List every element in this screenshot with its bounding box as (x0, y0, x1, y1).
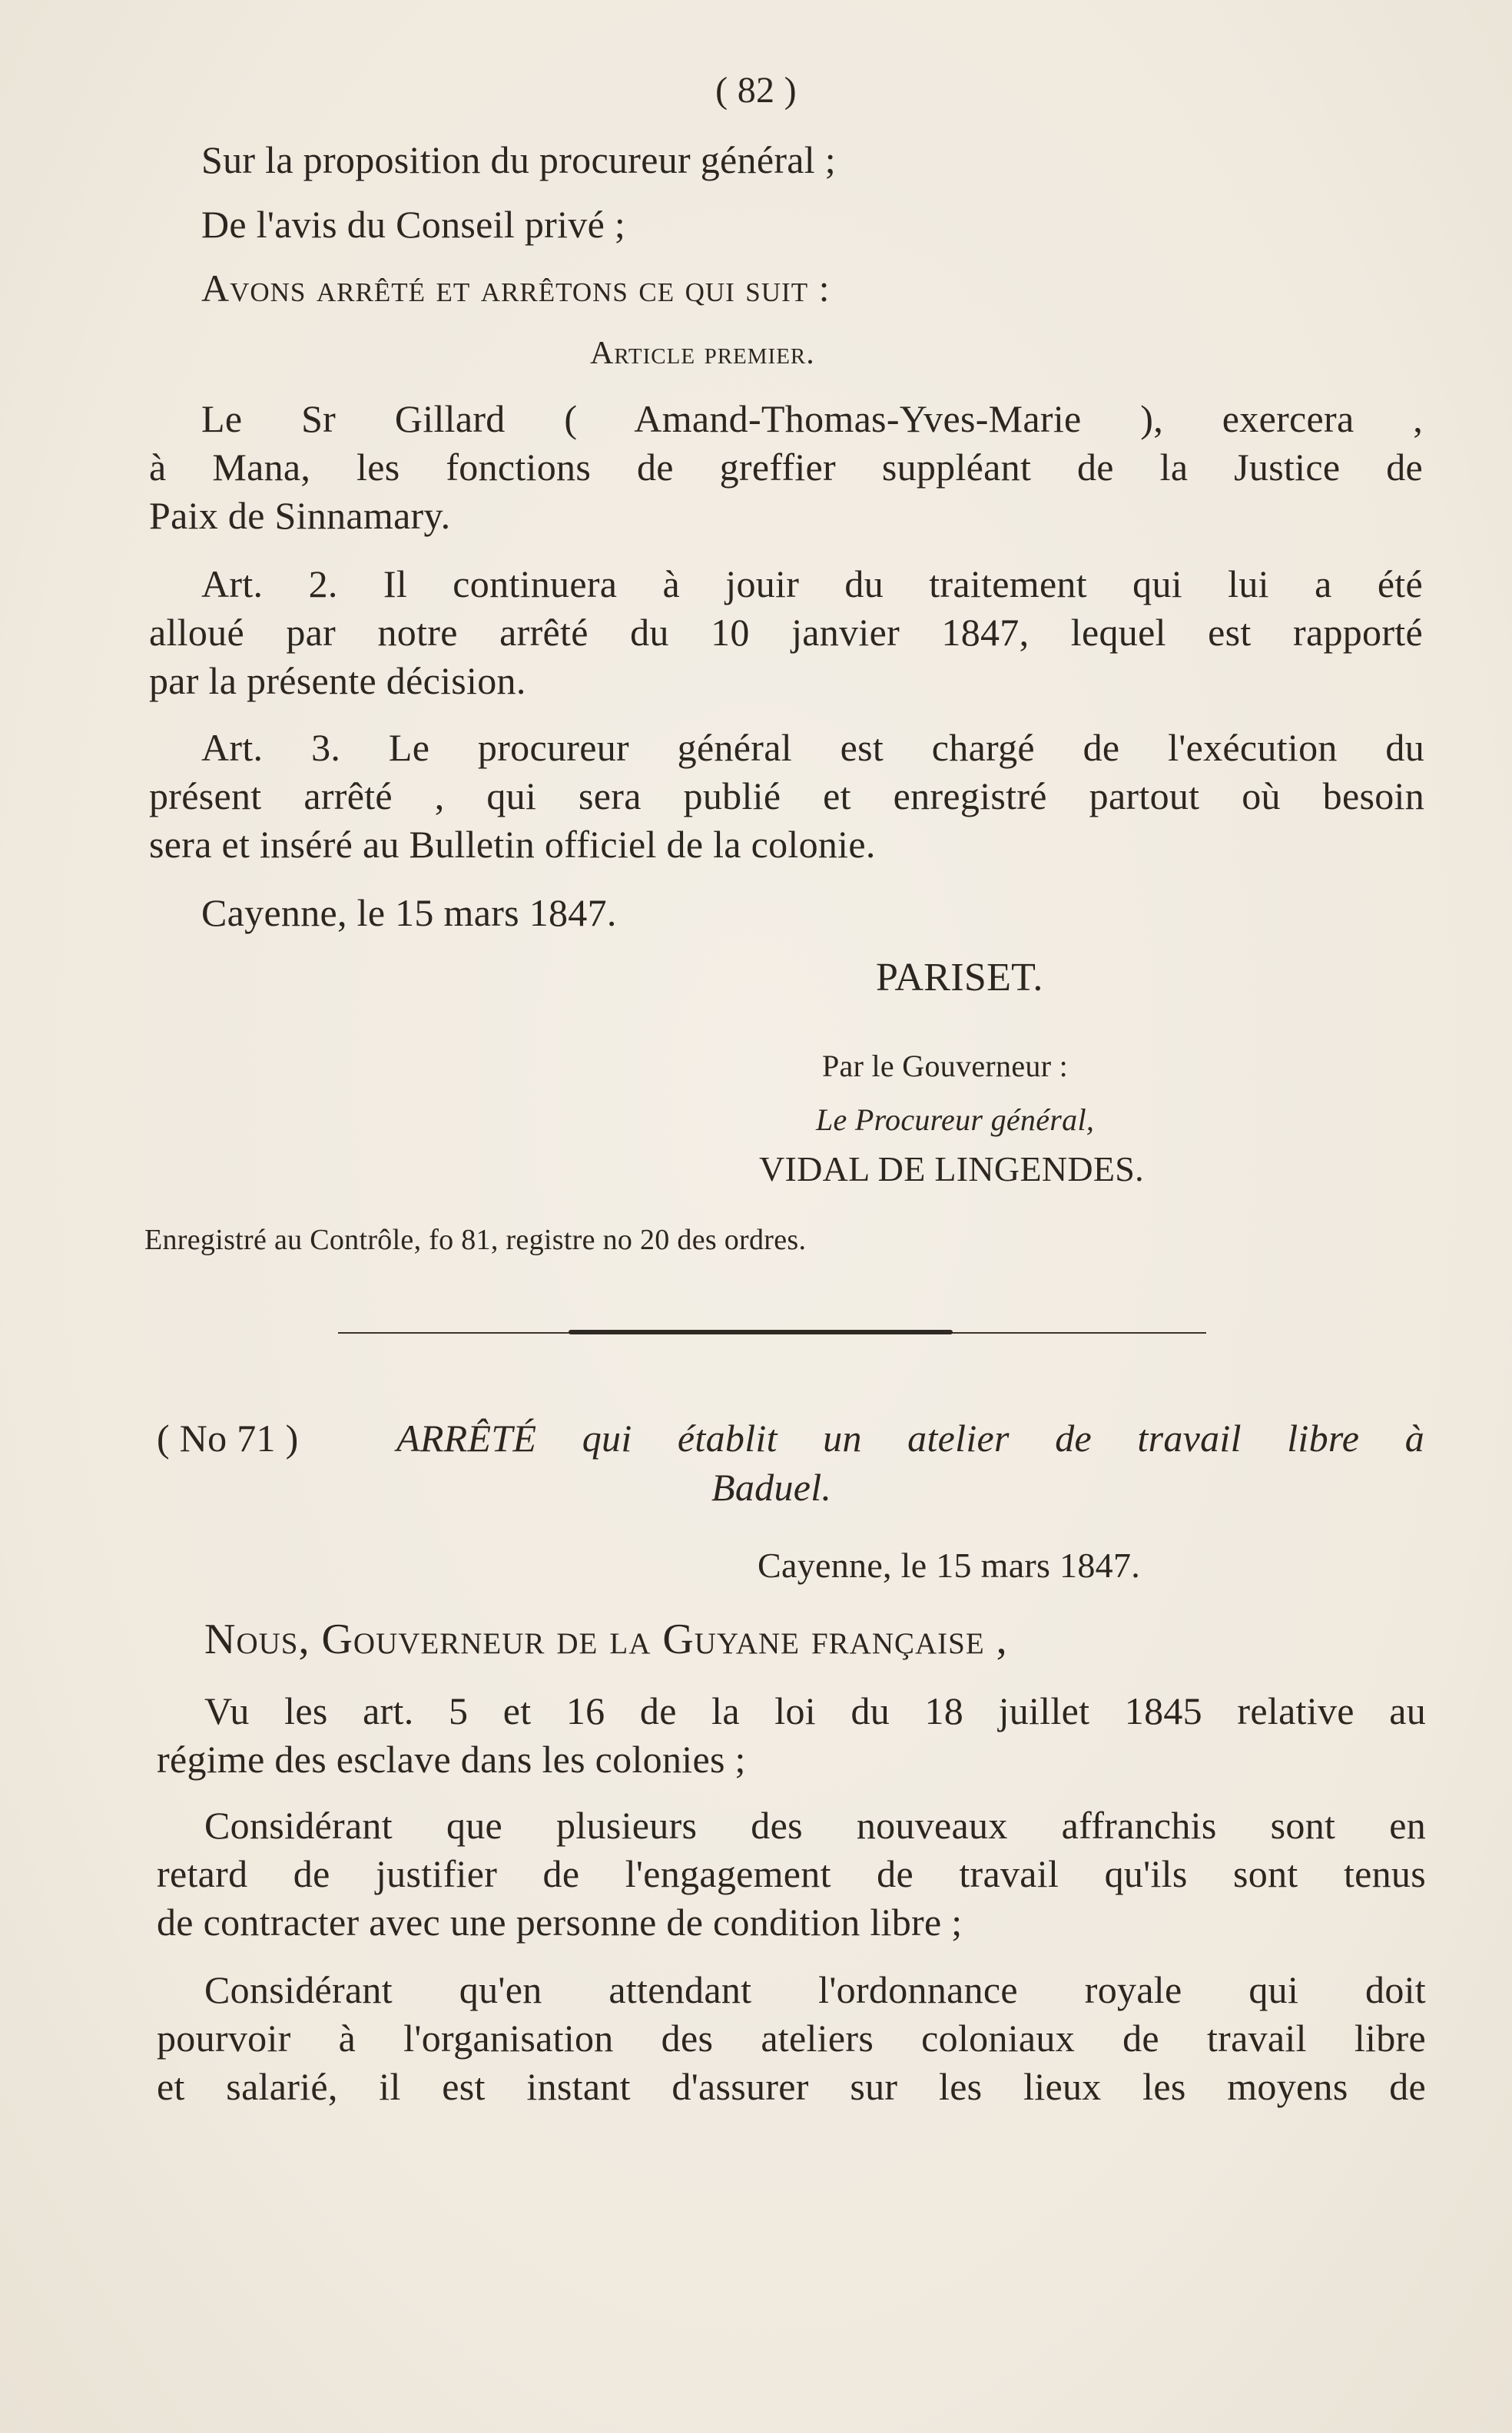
article3-line1: Art. 3. Le procureur général est chargé de l'exécution du (201, 726, 1424, 769)
article2-line3: par la présente décision. (149, 659, 526, 702)
article3-line2: présent arrêté , qui sera publié et enregistré partout où besoin (149, 774, 1424, 817)
le-procureur-general: Le Procureur général, (816, 1102, 1095, 1137)
considerant1-line2: retard de justifier de l'engagement de travail qu'ils sont tenus (157, 1852, 1426, 1895)
lower-date: Cayenne, le 15 mars 1847. (758, 1546, 1141, 1585)
avis-line: De l'avis du Conseil privé ; (201, 203, 626, 246)
enregistre-line: Enregistré au Contrôle, fo 81, registre no 20 des ordres. (144, 1224, 807, 1256)
nous-gouverneur (204, 1616, 1008, 1662)
considerant1-line1: Considérant que plusieurs des nouveaux affranchis sont en (204, 1804, 1426, 1847)
nous-gouverneur-text: Nous, Gouverneur de la Guyane française , (204, 1616, 1008, 1663)
article3-line3: sera et inséré au Bulletin officiel de la colonie. (149, 823, 876, 866)
considerant2-line2: pourvoir à l'organisation des ateliers coloniaux de travail libre (157, 2017, 1426, 2060)
par-le-gouverneur: Par le Gouverneur : (822, 1049, 1069, 1083)
article2-line1: Art. 2. Il continuera à jouir du traitement qui lui a été (201, 562, 1423, 605)
vu-line2: régime des esclave dans les colonies ; (157, 1738, 746, 1781)
signature-vidal: VIDAL DE LINGENDES. (759, 1149, 1144, 1188)
arrete-number: ( No 71 ) (157, 1417, 299, 1460)
page-number: ( 82 ) (715, 70, 797, 111)
avons-line: Avons arrêté et arrêtons ce qui suit : (201, 267, 831, 310)
article-heading: Article premier. (590, 336, 815, 371)
section-divider-thick (569, 1330, 953, 1334)
upper-date: Cayenne, le 15 mars 1847. (201, 891, 617, 934)
considerant2-line3: et salarié, il est instant d'assurer sur les lieux les moyens de (157, 2065, 1426, 2108)
considerant2-line1: Considérant qu'en attendant l'ordonnance royale qui doit (204, 1968, 1426, 2011)
article1-line3: Paix de Sinnamary. (149, 494, 451, 537)
article1-line2: à Mana, les fonctions de greffier suppléant de la Justice de (149, 446, 1423, 489)
proposition-line: Sur la proposition du procureur général ; (201, 138, 836, 181)
article1-line1: Le Sr Gillard ( Amand-Thomas-Yves-Marie ), exercera , (201, 397, 1423, 440)
arrete-title-line2: Baduel. (711, 1466, 832, 1509)
article2-line2: alloué par notre arrêté du 10 janvier 1847, lequel est rapporté (149, 611, 1423, 654)
vu-line1: Vu les art. 5 et 16 de la loi du 18 juillet 1845 relative au (204, 1689, 1426, 1732)
arrete-title-line1: ARRÊTÉ qui établit un atelier de travail libre à (396, 1417, 1424, 1460)
considerant1-line3: de contracter avec une personne de condition libre ; (157, 1901, 963, 1944)
signature-pariset: PARISET. (876, 956, 1043, 999)
